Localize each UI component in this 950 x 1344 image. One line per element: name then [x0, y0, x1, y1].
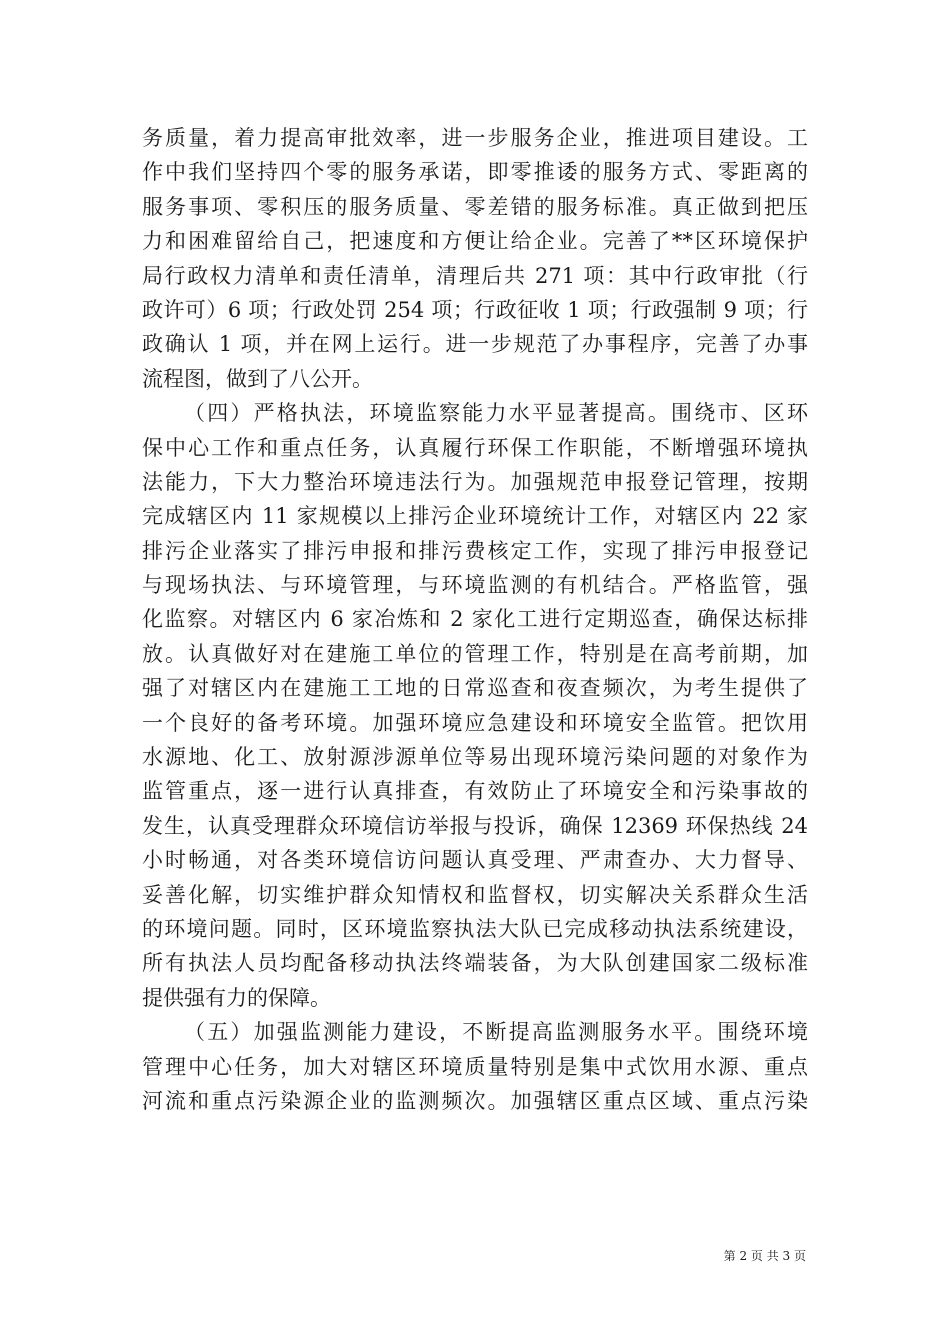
text-line: 保中心工作和重点任务，认真履行环保工作职能，不断增强环境执: [142, 435, 808, 460]
text-line: 的环境问题。同时，区环境监察执法大队已完成移动执法系统建设，: [142, 916, 808, 941]
text-line: 化监察。对辖区内 6 家冶炼和 2 家化工进行定期巡查，确保达标排: [142, 607, 808, 632]
paragraph-section-four: [142, 396, 808, 1015]
text-line: 作中我们坚持四个零的服务承诺，即零推诿的服务方式、零距离的: [142, 160, 808, 185]
text-line: 排污企业落实了排污申报和排污费核定工作，实现了排污申报登记: [142, 538, 808, 563]
paragraph-service-commitment: [142, 121, 808, 396]
text-line: 水源地、化工、放射源涉源单位等易出现环境污染问题的对象作为: [142, 745, 808, 770]
text-line: 一个良好的备考环境。加强环境应急建设和环境安全监管。把饮用: [142, 710, 808, 735]
text-line: 提供强有力的保障。: [142, 985, 331, 1010]
text-line: 放。认真做好对在建施工单位的管理工作，特别是在高考前期，加: [142, 641, 808, 666]
page-number: 第 2 页 共 3 页: [723, 1249, 806, 1263]
text-line: 与现场执法、与环境管理，与环境监测的有机结合。严格监管，强: [142, 573, 808, 598]
text-line: 务质量，着力提高审批效率，进一步服务企业，推进项目建设。工: [142, 126, 808, 150]
text-line: 发生，认真受理群众环境信访举报与投诉，确保 12369 环保热线 24: [142, 813, 808, 838]
text-line: （五）加强监测能力建设，不断提高监测服务水平。围绕环境: [184, 1020, 808, 1045]
text-line: （四）严格执法，环境监察能力水平显著提高。围绕市、区环: [184, 401, 808, 426]
text-line: 服务事项、零积压的服务质量、零差错的服务标准。真正做到把压: [142, 194, 808, 219]
text-line: 法能力，下大力整治环境违法行为。加强规范申报登记管理，按期: [142, 469, 808, 494]
paragraph-section-five: [142, 1015, 808, 1118]
text-line: 妥善化解，切实维护群众知情权和监督权，切实解决关系群众生活: [142, 882, 808, 907]
text-line: 强了对辖区内在建施工工地的日常巡查和夜查频次，为考生提供了: [142, 676, 808, 701]
text-line: 所有执法人员均配备移动执法终端装备，为大队创建国家二级标准: [142, 951, 808, 976]
text-line: 管理中心任务，加大对辖区环境质量特别是集中式饮用水源、重点: [142, 1054, 808, 1079]
text-line: 力和困难留给自己，把速度和方便让给企业。完善了**区环境保护: [142, 229, 808, 254]
text-line: 小时畅通，对各类环境信访问题认真受理、严肃查办、大力督导、: [142, 848, 808, 873]
text-line: 河流和重点污染源企业的监测频次。加强辖区重点区域、重点污染: [142, 1088, 808, 1113]
text-line: 流程图，做到了八公开。: [142, 366, 373, 391]
text-line: 政确认 1 项，并在网上运行。进一步规范了办事程序，完善了办事: [142, 332, 808, 357]
text-line: 局行政权力清单和责任清单，清理后共 271 项：其中行政审批（行: [142, 263, 808, 288]
text-line: 监管重点，逐一进行认真排查，有效防止了环境安全和污染事故的: [142, 779, 808, 804]
text-line: 完成辖区内 11 家规模以上排污企业环境统计工作，对辖区内 22 家: [142, 504, 808, 529]
document-body: [142, 121, 808, 1118]
text-line: 政许可）6 项；行政处罚 254 项；行政征收 1 项；行政强制 9 项；行: [142, 297, 808, 322]
